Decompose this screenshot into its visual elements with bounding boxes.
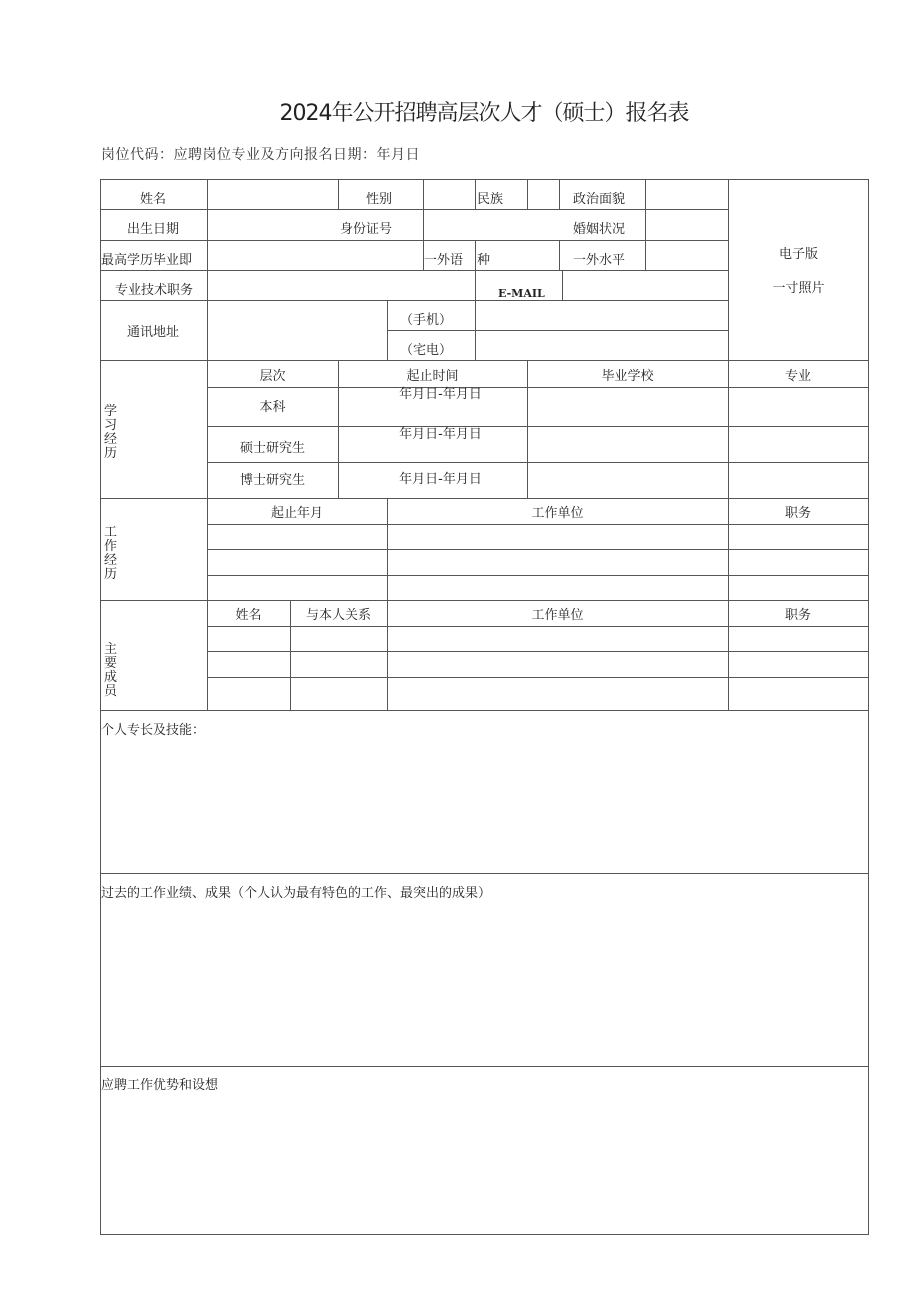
study-row-period: 年月日-年月日 xyxy=(399,427,482,442)
label-email: E-MAIL xyxy=(498,287,545,300)
family-header-name: 姓名 xyxy=(235,608,262,623)
family-header-position: 职务 xyxy=(784,608,811,623)
label-home-phone: （宅电） xyxy=(400,343,453,358)
study-header-period: 起止时间 xyxy=(406,369,459,384)
section-label-work: 工作经历 xyxy=(104,525,118,582)
label-language-type: 种 xyxy=(477,253,491,268)
label-foreign-language: 一外语 xyxy=(424,253,464,268)
label-ethnicity: 民族 xyxy=(477,192,504,207)
form-subtitle: 岗位代码：应聘岗位专业及方向报名日期：年月日 xyxy=(101,147,420,163)
label-vision: 应聘工作优势和设想 xyxy=(101,1078,219,1093)
label-marital-status: 婚姻状况 xyxy=(573,222,626,237)
form-title: 2024年公开招聘高层次人才（硕士）报名表 xyxy=(279,101,689,126)
label-political-status: 政治面貌 xyxy=(573,192,626,207)
work-header-position: 职务 xyxy=(784,506,811,521)
label-gender: 性别 xyxy=(366,192,393,207)
study-row-period: 年月日-年月日 xyxy=(399,387,482,402)
label-language-level: 一外水平 xyxy=(573,253,626,268)
family-header-relation: 与本人关系 xyxy=(305,608,371,623)
family-header-employer: 工作单位 xyxy=(531,608,584,623)
study-header-level: 层次 xyxy=(259,369,286,384)
label-achievements: 过去的工作业绩、成果（个人认为最有特色的工作、最突出的成果） xyxy=(101,886,492,901)
label-professional-title: 专业技术职务 xyxy=(115,283,194,298)
photo-placeholder-line2: 一寸照片 xyxy=(772,281,825,296)
study-row-level: 本科 xyxy=(259,400,286,415)
work-header-period: 起止年月 xyxy=(270,506,323,521)
label-id-number: 身份证号 xyxy=(340,222,393,237)
label-name: 姓名 xyxy=(140,192,167,207)
label-birth-date: 出生日期 xyxy=(127,222,180,237)
label-address: 通讯地址 xyxy=(127,325,180,340)
label-mobile: （手机） xyxy=(400,313,453,328)
section-label-study: 学习经历 xyxy=(104,404,118,461)
study-row-period: 年月日-年月日 xyxy=(399,472,482,487)
section-label-family: 主要成员 xyxy=(104,642,118,699)
study-header-major: 专业 xyxy=(784,369,811,384)
study-row-level: 博士研究生 xyxy=(239,473,305,488)
study-row-level: 硕士研究生 xyxy=(239,441,305,456)
study-header-school: 毕业学校 xyxy=(601,369,654,384)
label-highest-education: 最高学历毕业即 xyxy=(101,253,193,268)
label-skills: 个人专长及技能： xyxy=(101,723,206,738)
work-header-employer: 工作单位 xyxy=(531,506,584,521)
photo-placeholder-line1: 电子版 xyxy=(778,247,818,262)
